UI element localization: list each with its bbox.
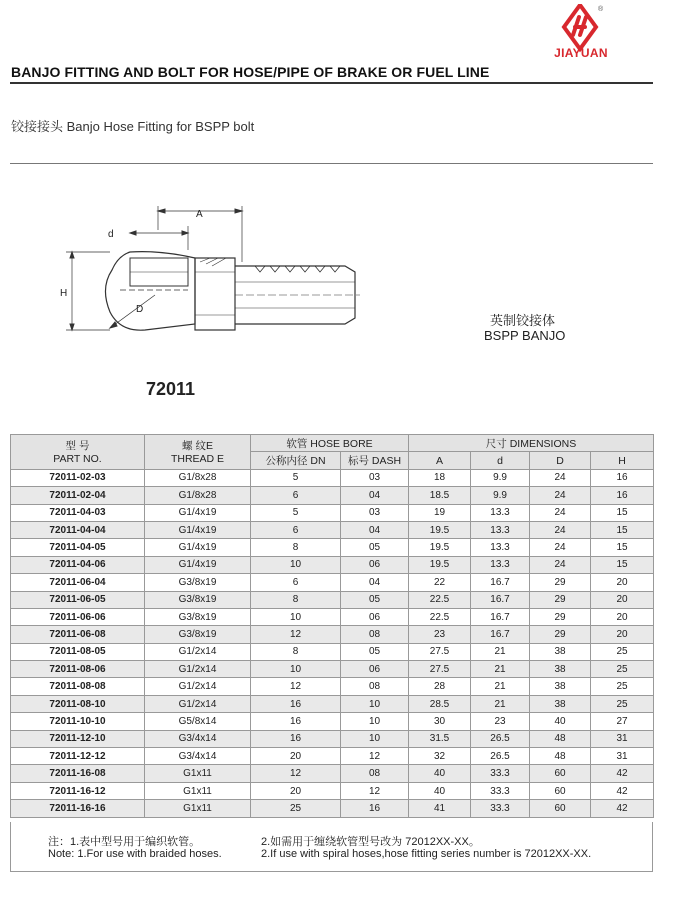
header-dash: 标号 DASH <box>341 452 409 469</box>
table-cell: 40 <box>530 713 591 730</box>
note-1-en: Note: 1.For use with braided hoses. <box>48 848 222 860</box>
table-cell: 12 <box>341 782 409 799</box>
table-cell: 29 <box>530 608 591 625</box>
header-dn: 公称内径 DN <box>251 452 341 469</box>
table-row <box>11 521 654 538</box>
table-cell: 31 <box>591 730 654 747</box>
table-cell: G1/2x14 <box>145 643 251 660</box>
table-cell: G1/2x14 <box>145 661 251 678</box>
part-number-cell: 72011-16-12 <box>11 782 145 799</box>
page-subtitle: 铰接接头 Banjo Hose Fitting for BSPP bolt <box>11 119 255 134</box>
table-cell: 08 <box>341 678 409 695</box>
table-cell: 13.3 <box>471 539 530 556</box>
table-cell: G1/4x19 <box>145 539 251 556</box>
table-cell: 10 <box>251 608 341 625</box>
table-cell: 38 <box>530 661 591 678</box>
table-cell: 24 <box>530 539 591 556</box>
table-cell: 16.7 <box>471 591 530 608</box>
table-cell: 27 <box>591 713 654 730</box>
table-row <box>11 504 654 521</box>
part-number-cell: 72011-16-08 <box>11 765 145 782</box>
part-number-cell: 72011-10-10 <box>11 713 145 730</box>
table-row <box>11 643 654 660</box>
subtitle-divider <box>10 163 653 164</box>
table-cell: 10 <box>251 556 341 573</box>
table-cell: 25 <box>591 678 654 695</box>
table-cell: 6 <box>251 521 341 538</box>
header-d: d <box>471 452 530 469</box>
table-cell: 48 <box>530 748 591 765</box>
header-thread: 螺 纹E THREAD E <box>145 435 251 470</box>
table-cell: 23 <box>409 626 471 643</box>
part-number-cell: 72011-08-10 <box>11 695 145 712</box>
table-row <box>11 713 654 730</box>
part-number-cell: 72011-02-04 <box>11 487 145 504</box>
table-cell: G1x11 <box>145 800 251 817</box>
page-title: BANJO FITTING AND BOLT FOR HOSE/PIPE OF BRAKE OR FUEL LINE <box>11 64 490 80</box>
brand-name: JIAYUAN <box>554 46 608 60</box>
table-body <box>11 469 654 817</box>
table-cell: 16 <box>251 730 341 747</box>
part-number-cell: 72011-06-05 <box>11 591 145 608</box>
registered-mark: ® <box>598 6 604 13</box>
table-row <box>11 574 654 591</box>
series-number: 72011 <box>146 379 196 399</box>
table-cell: 18.5 <box>409 487 471 504</box>
table-row <box>11 678 654 695</box>
table-cell: 13.3 <box>471 504 530 521</box>
table-row <box>11 591 654 608</box>
table-cell: 16 <box>591 469 654 486</box>
table-cell: 06 <box>341 556 409 573</box>
table-row <box>11 695 654 712</box>
table-cell: 40 <box>409 782 471 799</box>
table-cell: 25 <box>591 661 654 678</box>
header-hose-bore: 软管 HOSE BORE <box>251 435 409 452</box>
part-number-cell: 72011-08-06 <box>11 661 145 678</box>
product-label-en: BSPP BANJO <box>484 328 566 343</box>
table-cell: 30 <box>409 713 471 730</box>
header-big-d: D <box>530 452 591 469</box>
dim-label-a: A <box>196 209 203 220</box>
table-row <box>11 782 654 799</box>
table-cell: 24 <box>530 504 591 521</box>
table-cell: 05 <box>341 591 409 608</box>
table-cell: G3/8x19 <box>145 608 251 625</box>
table-cell: 10 <box>341 730 409 747</box>
table-cell: G1x11 <box>145 782 251 799</box>
note-2-en: 2.If use with spiral hoses,hose fitting series number is 72012XX-XX. <box>261 848 592 860</box>
table-cell: 15 <box>591 539 654 556</box>
table-cell: 19.5 <box>409 521 471 538</box>
table-cell: 16 <box>251 695 341 712</box>
table-row <box>11 800 654 817</box>
table-cell: 13.3 <box>471 521 530 538</box>
table-cell: 38 <box>530 695 591 712</box>
part-number-cell: 72011-06-04 <box>11 574 145 591</box>
table-cell: 20 <box>591 574 654 591</box>
table-cell: 15 <box>591 504 654 521</box>
table-cell: 12 <box>341 748 409 765</box>
table-cell: 27.5 <box>409 643 471 660</box>
table-cell: 05 <box>341 643 409 660</box>
notes-box <box>10 822 653 872</box>
table-cell: 28.5 <box>409 695 471 712</box>
table-cell: 33.3 <box>471 765 530 782</box>
table-cell: G1/2x14 <box>145 695 251 712</box>
table-cell: 42 <box>591 765 654 782</box>
table-cell: G3/8x19 <box>145 591 251 608</box>
table-cell: 60 <box>530 765 591 782</box>
part-number-cell: 72011-08-05 <box>11 643 145 660</box>
table-cell: 25 <box>591 643 654 660</box>
table-cell: 24 <box>530 487 591 504</box>
table-cell: G1/4x19 <box>145 504 251 521</box>
note-1-cn: 注：1.表中型号用于编织软管。 <box>48 836 201 848</box>
table-cell: 20 <box>251 748 341 765</box>
table-row <box>11 765 654 782</box>
table-cell: G5/8x14 <box>145 713 251 730</box>
table-cell: 22 <box>409 574 471 591</box>
table-cell: 20 <box>591 626 654 643</box>
dim-label-big-d: D <box>136 304 144 315</box>
table-cell: 06 <box>341 661 409 678</box>
table-cell: 21 <box>471 678 530 695</box>
table-row <box>11 626 654 643</box>
table-cell: 6 <box>251 574 341 591</box>
table-cell: 10 <box>341 695 409 712</box>
table-cell: 21 <box>471 661 530 678</box>
header-part-no: 型 号 PART NO. <box>11 435 145 470</box>
dim-label-h: H <box>60 288 68 299</box>
table-cell: 08 <box>341 765 409 782</box>
table-cell: 15 <box>591 521 654 538</box>
table-cell: G1/2x14 <box>145 678 251 695</box>
table-cell: 16.7 <box>471 626 530 643</box>
table-row <box>11 556 654 573</box>
table-row <box>11 469 654 486</box>
table-cell: 04 <box>341 521 409 538</box>
table-cell: 26.5 <box>471 748 530 765</box>
table-cell: 20 <box>591 591 654 608</box>
part-number-cell: 72011-16-16 <box>11 800 145 817</box>
table-cell: 5 <box>251 504 341 521</box>
table-cell: 38 <box>530 678 591 695</box>
table-cell: 19.5 <box>409 539 471 556</box>
table-cell: G3/4x14 <box>145 748 251 765</box>
table-cell: 16 <box>591 487 654 504</box>
table-row <box>11 730 654 747</box>
table-cell: 06 <box>341 608 409 625</box>
table-cell: 9.9 <box>471 487 530 504</box>
table-cell: 16 <box>251 713 341 730</box>
table-cell: 16 <box>341 800 409 817</box>
specification-table <box>10 434 653 818</box>
part-number-cell: 72011-06-06 <box>11 608 145 625</box>
table-cell: 23 <box>471 713 530 730</box>
table-row <box>11 539 654 556</box>
header-dimensions: 尺寸 DIMENSIONS <box>409 435 654 452</box>
table-cell: 03 <box>341 504 409 521</box>
table-cell: 13.3 <box>471 556 530 573</box>
table-cell: 40 <box>409 765 471 782</box>
table-row <box>11 608 654 625</box>
table-cell: G1x11 <box>145 765 251 782</box>
table-cell: 20 <box>251 782 341 799</box>
table-cell: 21 <box>471 695 530 712</box>
table-cell: 12 <box>251 626 341 643</box>
table-cell: 60 <box>530 782 591 799</box>
table-cell: 5 <box>251 469 341 486</box>
table-cell: 12 <box>251 678 341 695</box>
table-cell: G1/8x28 <box>145 469 251 486</box>
table-cell: 26.5 <box>471 730 530 747</box>
part-number-cell: 72011-12-12 <box>11 748 145 765</box>
part-number-cell: 72011-04-03 <box>11 504 145 521</box>
table-cell: 15 <box>591 556 654 573</box>
table-cell: 8 <box>251 591 341 608</box>
part-number-cell: 72011-04-05 <box>11 539 145 556</box>
header-a: A <box>409 452 471 469</box>
table-cell: 24 <box>530 469 591 486</box>
table-cell: 33.3 <box>471 782 530 799</box>
table-cell: G1/8x28 <box>145 487 251 504</box>
title-divider <box>10 82 653 84</box>
table-cell: 28 <box>409 678 471 695</box>
table-cell: 25 <box>251 800 341 817</box>
table-cell: 22.5 <box>409 591 471 608</box>
table-cell: 10 <box>341 713 409 730</box>
banjo-fitting-drawing <box>60 200 370 340</box>
table-cell: G3/8x19 <box>145 574 251 591</box>
table-cell: 29 <box>530 626 591 643</box>
table-cell: 6 <box>251 487 341 504</box>
header-h: H <box>591 452 654 469</box>
table-cell: 32 <box>409 748 471 765</box>
part-number-cell: 72011-06-08 <box>11 626 145 643</box>
part-number-cell: 72011-02-03 <box>11 469 145 486</box>
table-cell: 27.5 <box>409 661 471 678</box>
table-cell: 12 <box>251 765 341 782</box>
table-cell: 22.5 <box>409 608 471 625</box>
part-number-cell: 72011-08-08 <box>11 678 145 695</box>
product-label-cn: 英制铰接体 <box>490 313 556 328</box>
table-cell: 20 <box>591 608 654 625</box>
table-cell: 38 <box>530 643 591 660</box>
table-cell: 04 <box>341 487 409 504</box>
table-cell: 33.3 <box>471 800 530 817</box>
table-cell: 03 <box>341 469 409 486</box>
table-cell: 48 <box>530 730 591 747</box>
table-cell: 18 <box>409 469 471 486</box>
table-cell: G3/8x19 <box>145 626 251 643</box>
table-cell: 8 <box>251 539 341 556</box>
table-cell: 19.5 <box>409 556 471 573</box>
note-2-cn: 2.如需用于缠绕软管型号改为 72012XX-XX。 <box>261 836 480 848</box>
table-cell: 04 <box>341 574 409 591</box>
table-cell: 24 <box>530 556 591 573</box>
table-cell: 05 <box>341 539 409 556</box>
table-cell: 21 <box>471 643 530 660</box>
table-row <box>11 748 654 765</box>
table-row <box>11 487 654 504</box>
dim-label-d: d <box>108 229 114 240</box>
table-cell: 08 <box>341 626 409 643</box>
part-number-cell: 72011-12-10 <box>11 730 145 747</box>
table-cell: 29 <box>530 574 591 591</box>
table-cell: 29 <box>530 591 591 608</box>
table-cell: 31 <box>591 748 654 765</box>
table-cell: G1/4x19 <box>145 521 251 538</box>
table-cell: 8 <box>251 643 341 660</box>
table-cell: 42 <box>591 800 654 817</box>
table-cell: 60 <box>530 800 591 817</box>
table-cell: 9.9 <box>471 469 530 486</box>
table-cell: 19 <box>409 504 471 521</box>
table-cell: 42 <box>591 782 654 799</box>
part-number-cell: 72011-04-06 <box>11 556 145 573</box>
table-cell: 16.7 <box>471 608 530 625</box>
table-cell: 31.5 <box>409 730 471 747</box>
table-cell: G1/4x19 <box>145 556 251 573</box>
table-cell: 16.7 <box>471 574 530 591</box>
table-cell: 25 <box>591 695 654 712</box>
table-cell: 10 <box>251 661 341 678</box>
table-cell: 24 <box>530 521 591 538</box>
table-cell: G3/4x14 <box>145 730 251 747</box>
table-row <box>11 661 654 678</box>
part-number-cell: 72011-04-04 <box>11 521 145 538</box>
table-cell: 41 <box>409 800 471 817</box>
